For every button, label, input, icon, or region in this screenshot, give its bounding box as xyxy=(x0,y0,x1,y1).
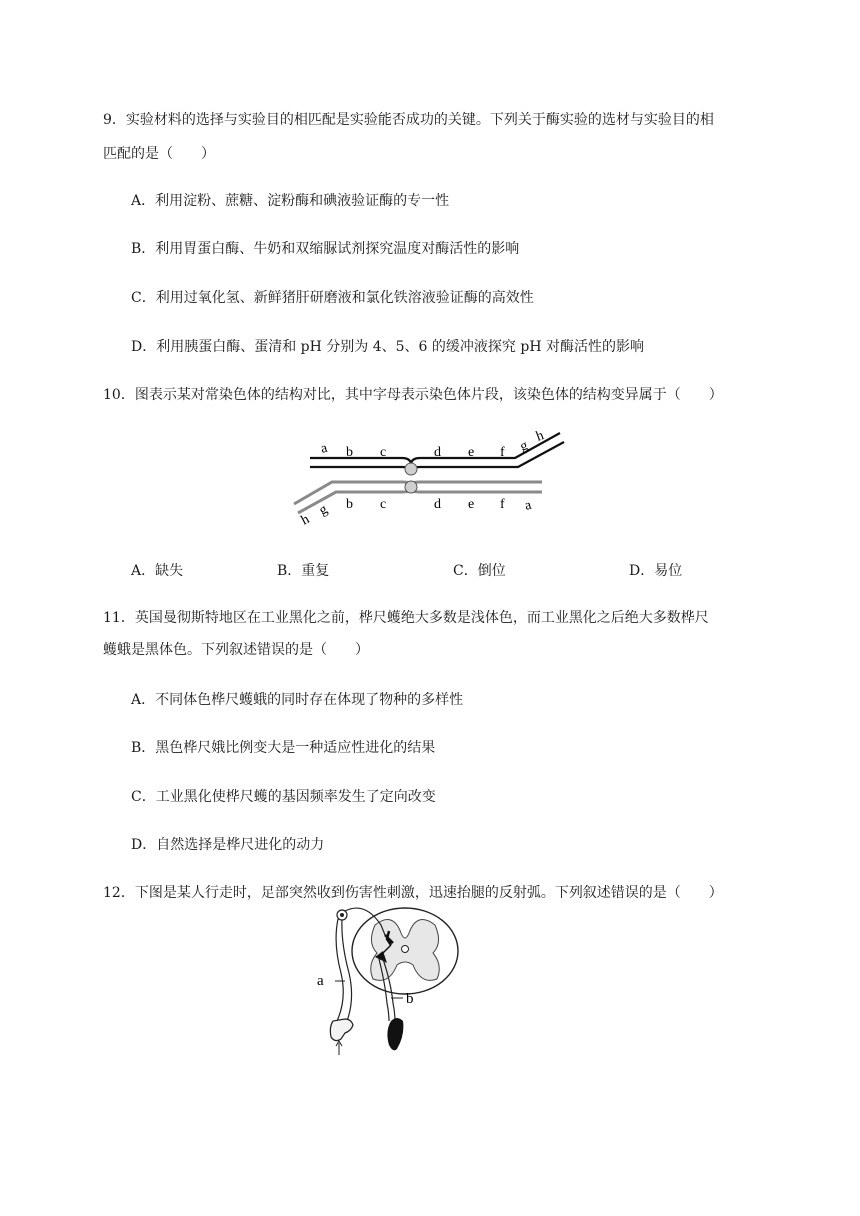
label-bottom-a: a xyxy=(523,497,534,514)
q11-stem-line1: 11．英国曼彻斯特地区在工业黑化之前，桦尺蠖绝大多数是浅体色，而工业黑化之后绝大多数桦尺 xyxy=(103,610,709,626)
label-a: a xyxy=(317,973,324,989)
label-bottom-d: d xyxy=(434,497,441,512)
label-bottom-c: c xyxy=(380,497,387,512)
q11-option-a: A．不同体色桦尺蠖蛾的同时存在体现了物种的多样性 xyxy=(131,692,464,708)
label-top-b: b xyxy=(346,445,353,460)
afferent-nerve-a xyxy=(342,920,352,1021)
q9-option-d: D．利用胰蛋白酶、蛋清和 pH 分别为 4、5、6 的缓冲液探究 pH 对酶活性的影响 xyxy=(131,339,644,355)
label-top-f: f xyxy=(500,445,505,460)
label-top-g: g xyxy=(518,438,530,455)
q12-stem: 12．下图是某人行走时，足部突然收到伤害性刺激，迅速抬腿的反射弧。下列叙述错误的是（ ） xyxy=(103,885,723,901)
muscle xyxy=(387,1018,403,1050)
q11-option-b: B．黑色桦尺娥比例变大是一种适应性进化的结果 xyxy=(131,740,436,756)
q9-option-a: A．利用淀粉、蔗糖、淀粉酶和碘液验证酶的专一性 xyxy=(131,193,450,209)
centromere-top xyxy=(405,463,417,475)
q11-option-d: D．自然选择是桦尺进化的动力 xyxy=(131,837,325,853)
label-top-e: e xyxy=(468,445,475,460)
reflex-arc-figure xyxy=(305,903,480,1058)
q11-stem-line2: 蠖蛾是黑体色。下列叙述错误的是（ ） xyxy=(103,642,369,658)
foot xyxy=(330,1019,353,1041)
label-bottom-b: b xyxy=(346,497,353,512)
q11-option-c: C．工业黑化使桦尺蠖的基因频率发生了定向改变 xyxy=(131,789,436,805)
label-top-c: c xyxy=(380,445,387,460)
label-bottom-h: h xyxy=(298,512,313,529)
central-canal xyxy=(402,946,409,953)
chromosome-figure xyxy=(280,426,570,530)
q9-option-c: C．利用过氧化氢、新鲜猪肝研磨液和氯化铁溶液验证酶的高效性 xyxy=(131,290,534,306)
q9-stem-line2: 匹配的是（ ） xyxy=(103,146,215,162)
chromosome-bottom xyxy=(294,482,542,513)
centromere-bottom xyxy=(405,481,417,493)
label-bottom-g: g xyxy=(316,502,331,519)
q10-option-a: A．缺失 xyxy=(131,563,184,579)
label-b: b xyxy=(406,991,414,1007)
q9-stem-line1: 9．实验材料的选择与实验目的相匹配是实验能否成功的关键。下列关于酶实验的选材与实验目的相 xyxy=(103,112,714,128)
q9-option-b: B．利用胃蛋白酶、牛奶和双缩脲试剂探究温度对酶活性的影响 xyxy=(131,241,520,257)
ganglion-nucleus xyxy=(340,913,344,917)
label-bottom-f: f xyxy=(500,497,505,512)
q10-option-d: D．易位 xyxy=(629,563,683,579)
q10-stem: 10．图表示某对常染色体的结构对比，其中字母表示染色体片段，该染色体的结构变异属于（ ） xyxy=(103,387,723,403)
label-bottom-e: e xyxy=(468,497,475,512)
label-top-d: d xyxy=(434,445,441,460)
label-top-a: a xyxy=(319,440,330,457)
label-top-h: h xyxy=(534,428,546,445)
q10-option-c: C．倒位 xyxy=(453,563,506,579)
q10-option-b: B．重复 xyxy=(277,563,330,579)
